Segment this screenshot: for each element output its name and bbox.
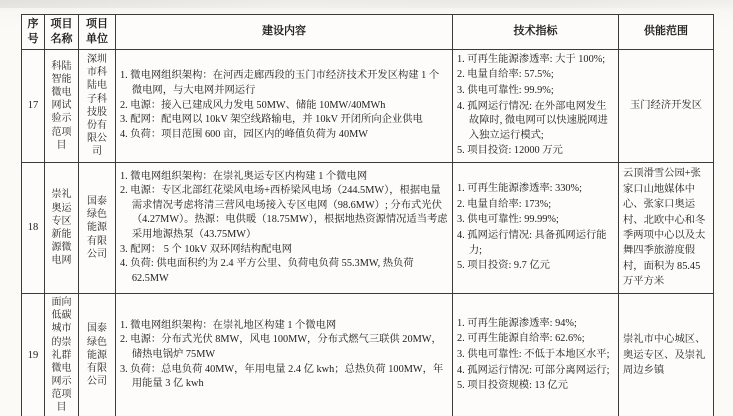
cell-construction bbox=[116, 162, 453, 293]
projects-table bbox=[21, 14, 714, 416]
indicator-line: 2. 电量自给率: 173%; bbox=[457, 198, 552, 210]
cell-supply-scope: 玉门经济开发区 bbox=[619, 49, 714, 162]
indicator-line: 2. 电量自给率: 57.5%; bbox=[457, 69, 554, 81]
col-header-project-name: 项目名称 bbox=[45, 15, 79, 50]
indicator-line: 2. 可再生能源自给率: 62.6%; bbox=[457, 333, 585, 345]
construction-line: 3. 配网： 5 个 10kV 双环网结构配电网 bbox=[120, 243, 292, 255]
cell-serial-no: 17 bbox=[22, 49, 45, 162]
indicator-line: 5. 项目投资: 12000 万元 bbox=[457, 145, 563, 157]
header-row bbox=[22, 15, 714, 50]
cell-project-name: 崇礼奥运专区新能源微电网 bbox=[45, 162, 79, 293]
table-row-18 bbox=[22, 162, 714, 293]
cell-serial-no: 18 bbox=[22, 162, 45, 293]
construction-line: 3. 负荷：总电负荷 40MW，年用电量 2.4 亿 kwh；总热负荷 100MW，年用能量 3 亿 kwh bbox=[120, 363, 444, 390]
cell-indicators bbox=[453, 293, 619, 416]
indicator-line: 3. 供电可靠性: 99.99%; bbox=[457, 214, 559, 226]
indicator-line: 3. 供电可靠性: 不低于本地区水平; bbox=[457, 348, 610, 360]
cell-indicators bbox=[453, 49, 619, 162]
construction-line: 1. 微电网组织架构：在崇礼地区构建 1 个微电网 bbox=[120, 319, 337, 331]
cell-project-unit: 国泰绿色能源有限公司 bbox=[79, 162, 116, 293]
cell-serial-no: 19 bbox=[22, 293, 45, 416]
indicator-line: 1. 可再生能源渗透率: 94%; bbox=[457, 317, 577, 329]
cell-supply-scope: 崇礼市中心城区、奥运专区、及崇礼周边乡镇 bbox=[619, 293, 714, 416]
indicator-line: 4. 孤网运行情况: 可部分离网运行; bbox=[457, 364, 610, 376]
construction-line: 1. 微电网组织架构：在河西走廊西段的玉门市经济技术开发区构建 1 个微电网，与大电网并网运行 bbox=[120, 70, 440, 96]
table-row-19 bbox=[22, 293, 714, 416]
indicator-line: 5. 项目投资规模: 13 亿元 bbox=[457, 380, 568, 392]
construction-line: 3. 配网：配电网以 10kV 架空线路输电，并 10kV 开闭所向企业供电 bbox=[120, 114, 423, 126]
cell-construction bbox=[116, 293, 453, 416]
indicator-line: 1. 可再生能源渗透率: 330%; bbox=[457, 183, 582, 195]
construction-line: 2. 电源：分布式光伏 8MW，风电 100MW，分布式燃气三联供 20MW，储热电锅炉 75MW bbox=[120, 334, 442, 360]
construction-line: 2. 电源：接入已建成风力发电 50MW、储能 10MW/40MWh bbox=[120, 99, 386, 111]
indicator-line: 3. 供电可靠性: 99.9%; bbox=[457, 84, 554, 96]
cell-construction bbox=[116, 49, 453, 162]
indicator-line: 1. 可再生能源渗透率: 大于 100%; bbox=[457, 53, 606, 65]
indicator-line: 5. 项目投资: 9.7 亿元 bbox=[457, 260, 550, 272]
cell-indicators bbox=[453, 162, 619, 293]
cell-project-name: 面向低碳城市的崇礼群微电网示范项目 bbox=[45, 293, 79, 416]
construction-line: 2. 电源：专区北部红花梁风电场+西桥梁风电场（244.5MW），根据电量需求情况考虑将清三营风电场接入专区电网（98.6MW）; 分布式光伏（4.27MW）。热源：电供暖（18.75MW），根据地热资源情况适当考虑采用地源热泵（43.75MW） bbox=[120, 185, 448, 240]
construction-line: 1. 微电网组织架构：在崇礼奥运专区内构建 1 个微电网 bbox=[120, 170, 368, 182]
cell-supply-scope: 云顶滑雪公园+张家口山地媒体中心、张家口奥运村、北欧中心和冬季两项中心以及太舞四季旅游度假村，面积为 85.45 万平方米 bbox=[619, 162, 714, 293]
construction-line: 4. 负荷: 供电面积约为 2.4 平方公里、负荷电负荷 55.3MW, 热负荷 62.5MW bbox=[120, 258, 414, 284]
cell-project-unit: 深圳市科陆电子科技股份有限公司 bbox=[79, 49, 116, 162]
col-header-supply-scope: 供能范围 bbox=[619, 15, 714, 50]
indicator-line: 4. 孤网运行情况: 在外部电网发生故障时, 微电网可以快速脱网进入独立运行模式; bbox=[457, 100, 608, 141]
indicator-line: 4. 孤网运行情况: 具备孤网运行能力; bbox=[457, 229, 607, 256]
cell-project-name: 科陆智能微电网试验示范项目 bbox=[45, 49, 79, 162]
cell-project-unit: 国泰绿色能源有限公司 bbox=[79, 293, 116, 416]
construction-line: 4. 负荷：项目范围 600 亩，园区内的峰值负荷为 40MW bbox=[120, 128, 368, 140]
col-header-project-unit: 项目单位 bbox=[79, 15, 116, 50]
col-header-indicators: 技术指标 bbox=[453, 15, 619, 50]
col-header-serial-no: 序号 bbox=[22, 15, 45, 50]
col-header-construction: 建设内容 bbox=[116, 15, 453, 50]
table-row-17 bbox=[22, 49, 714, 162]
